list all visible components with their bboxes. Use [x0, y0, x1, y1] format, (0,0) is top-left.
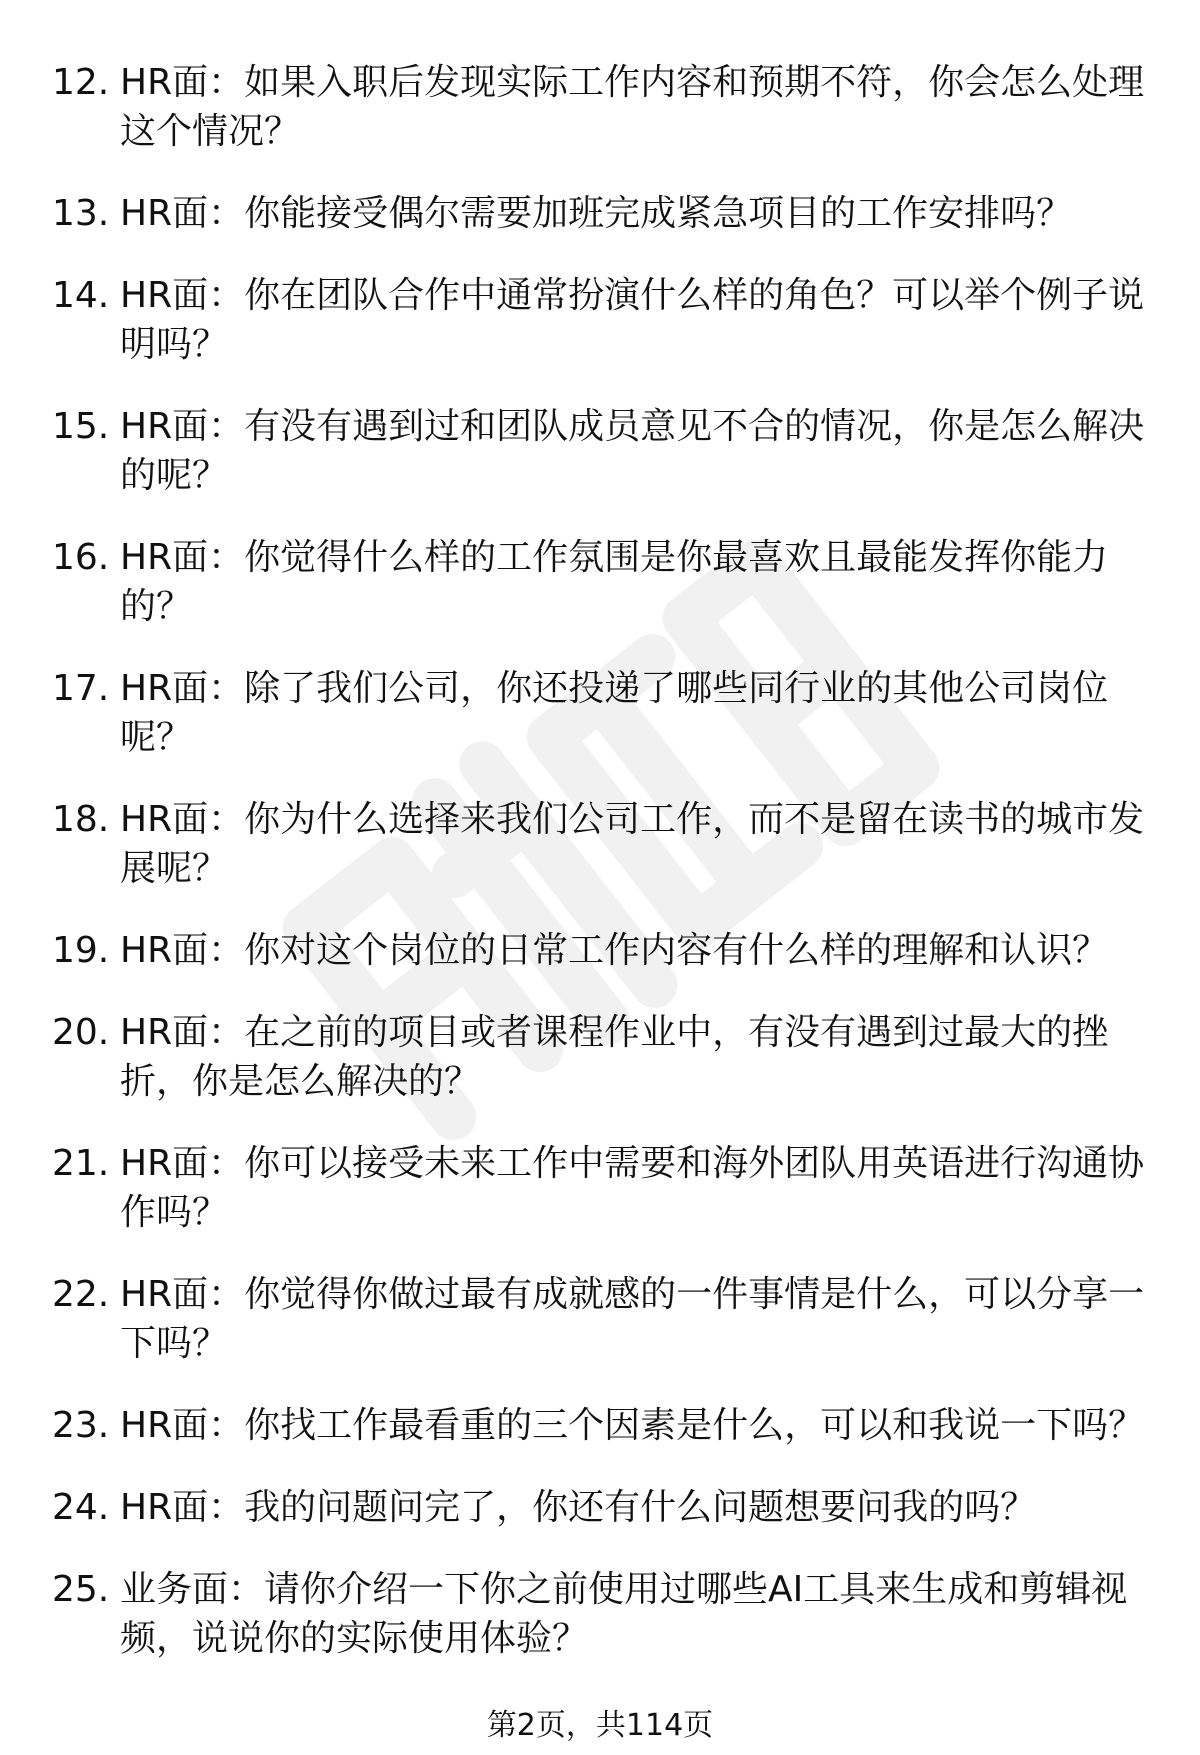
question-text: HR面：你能接受偶尔需要加班完成紧急项目的工作安排吗？ [120, 193, 1073, 234]
question-number: 17. [52, 668, 110, 709]
question-item-21 [52, 1139, 1162, 1237]
question-number: 12. [52, 62, 110, 103]
question-text: HR面：我的问题问完了，你还有什么问题想要问我的吗？ [120, 1487, 1037, 1528]
question-item-13 [52, 189, 1162, 238]
question-text: HR面：你找工作最看重的三个因素是什么，可以和我说一下吗？ [120, 1405, 1145, 1446]
question-item-23 [52, 1401, 1162, 1450]
question-text: HR面：你在团队合作中通常扮演什么样的角色？可以举个例子说明吗？ [120, 275, 1145, 365]
question-item-22 [52, 1270, 1162, 1368]
question-number: 22. [52, 1274, 110, 1315]
question-text: HR面：除了我们公司，你还投递了哪些同行业的其他公司岗位呢？ [120, 668, 1109, 758]
question-text: HR面：有没有遇到过和团队成员意见不合的情况，你是怎么解决的呢？ [120, 406, 1145, 496]
question-number: 23. [52, 1405, 110, 1446]
question-number: 19. [52, 930, 110, 971]
question-item-14 [52, 271, 1162, 369]
question-text: HR面：你觉得什么样的工作氛围是你最喜欢且最能发挥你能力的？ [120, 537, 1109, 627]
question-text: HR面：如果入职后发现实际工作内容和预期不符，你会怎么处理这个情况？ [120, 62, 1145, 152]
question-number: 13. [52, 193, 110, 234]
question-item-16 [52, 533, 1162, 631]
question-number: 14. [52, 275, 110, 316]
question-item-20 [52, 1008, 1162, 1106]
question-item-25 [52, 1565, 1162, 1663]
question-number: 20. [52, 1012, 110, 1053]
question-text: HR面：你觉得你做过最有成就感的一件事情是什么，可以分享一下吗？ [120, 1274, 1145, 1364]
question-text: HR面：你为什么选择来我们公司工作，而不是留在读书的城市发展呢？ [120, 799, 1145, 889]
question-number: 24. [52, 1487, 110, 1528]
question-list [52, 58, 1162, 1696]
question-text: HR面：你可以接受未来工作中需要和海外团队用英语进行沟通协作吗？ [120, 1143, 1145, 1233]
question-number: 21. [52, 1143, 110, 1184]
question-item-15 [52, 402, 1162, 500]
question-number: 18. [52, 799, 110, 840]
question-item-12 [52, 58, 1162, 156]
question-item-24 [52, 1483, 1162, 1532]
question-text: HR面：你对这个岗位的日常工作内容有什么样的理解和认识？ [120, 930, 1109, 971]
question-item-17 [52, 664, 1162, 762]
question-number: 25. [52, 1569, 110, 1610]
page-footer: 第2页，共114页 [486, 1708, 714, 1743]
question-text: HR面：在之前的项目或者课程作业中，有没有遇到过最大的挫折，你是怎么解决的？ [120, 1012, 1109, 1102]
question-number: 15. [52, 406, 110, 447]
question-number: 16. [52, 537, 110, 578]
question-item-18 [52, 795, 1162, 893]
question-text: 业务面：请你介绍一下你之前使用过哪些AI工具来生成和剪辑视频，说说你的实际使用体验？ [120, 1569, 1128, 1659]
question-item-19 [52, 926, 1162, 975]
